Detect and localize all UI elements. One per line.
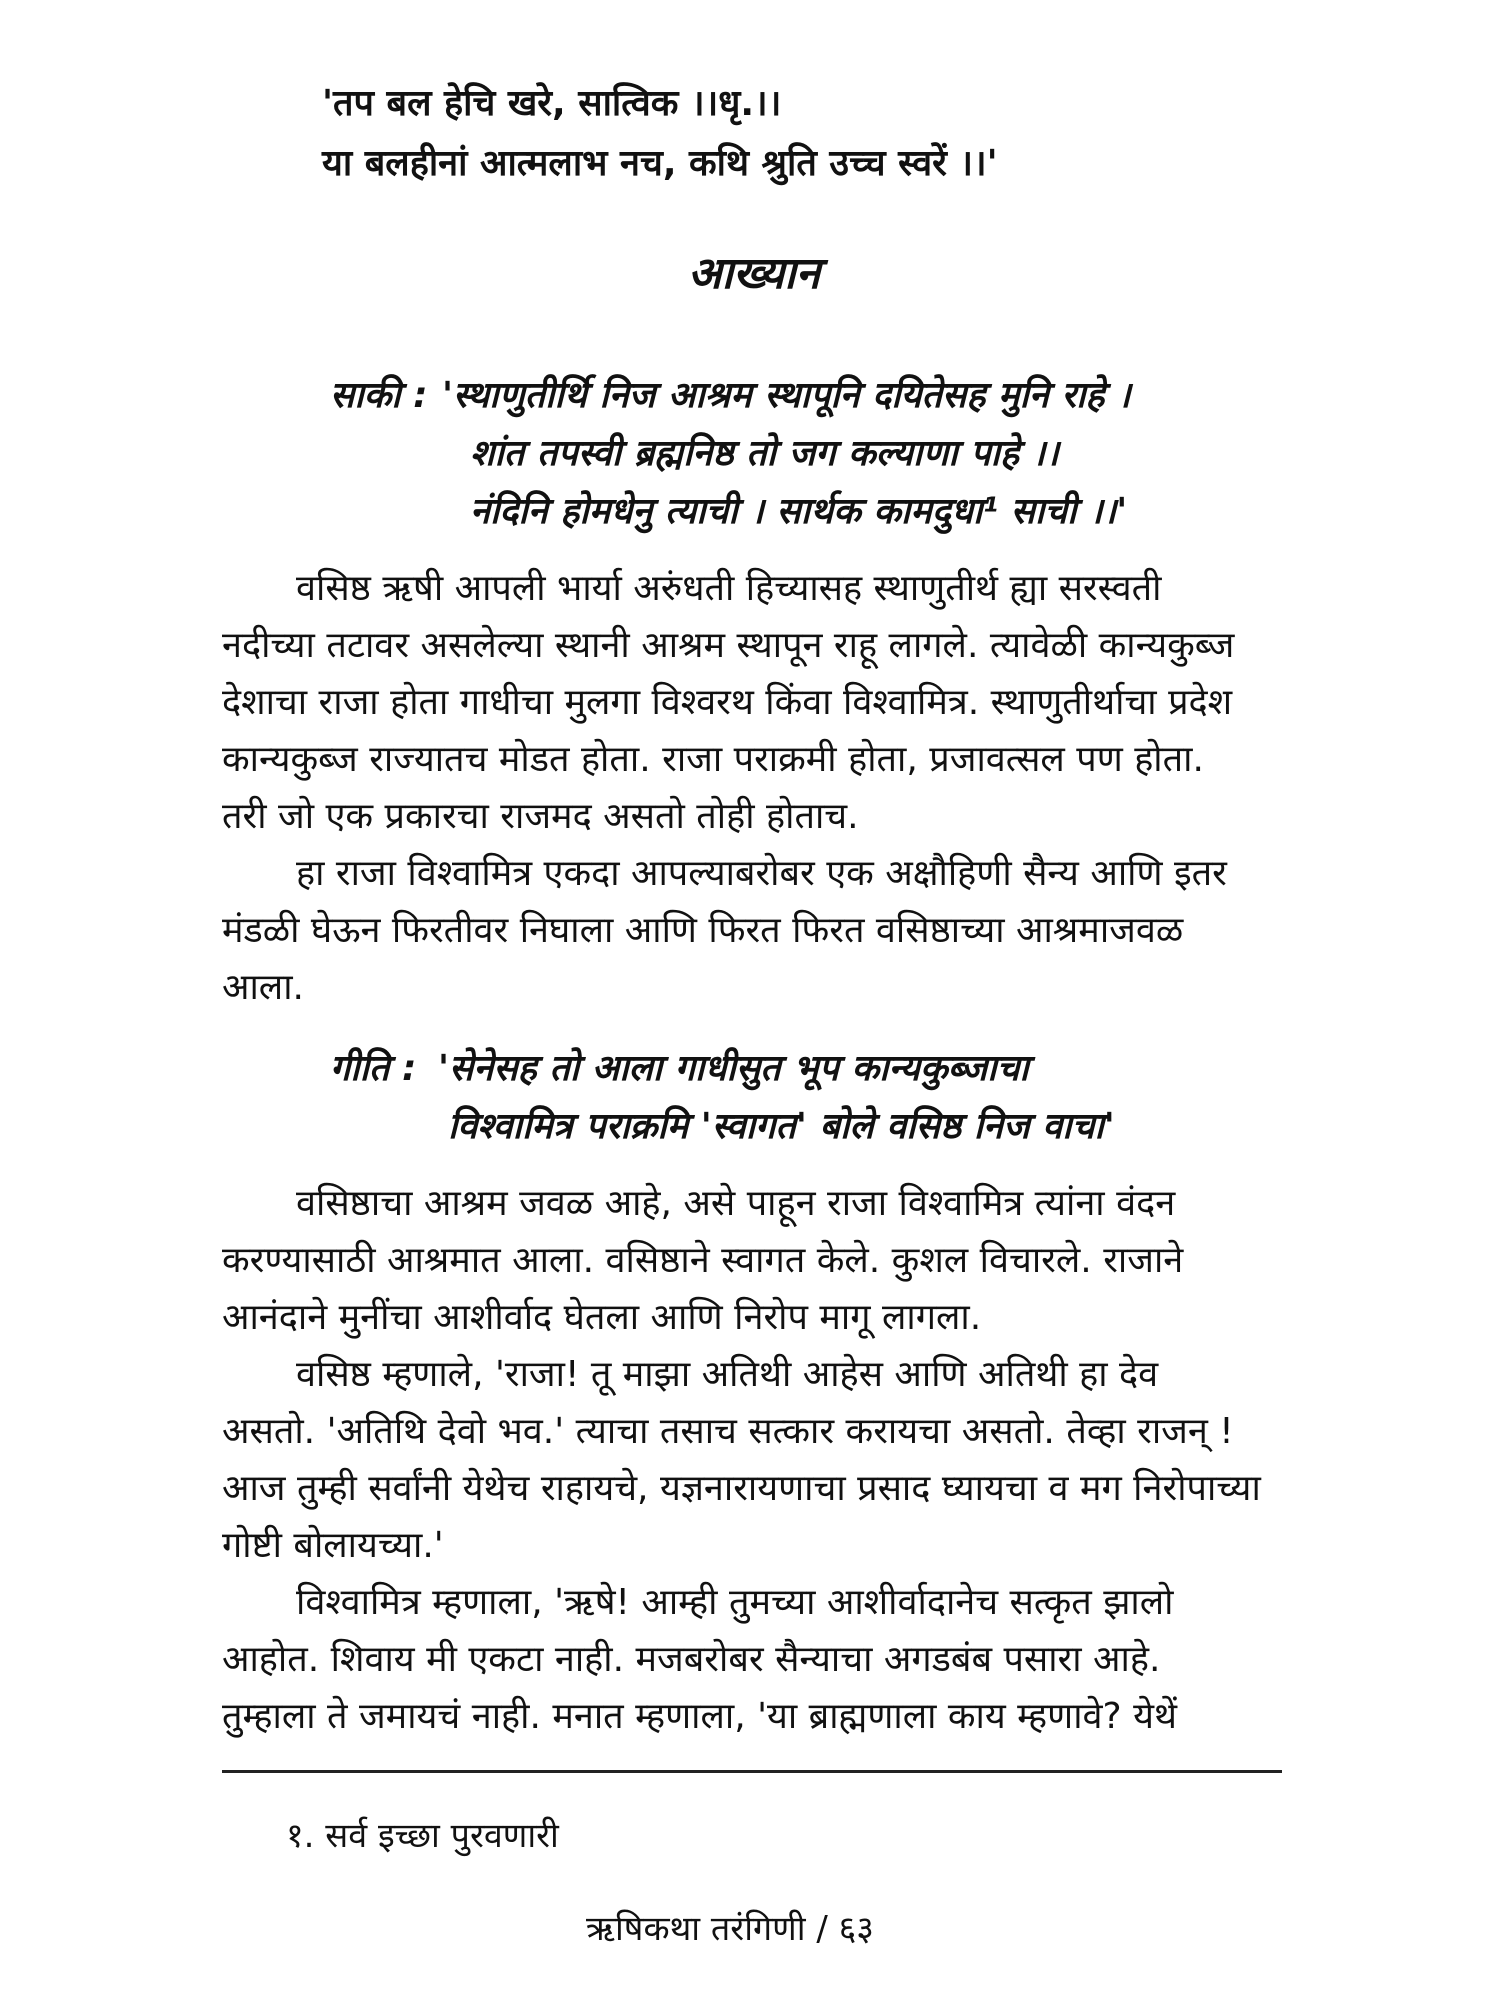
para1-line-4: कान्यकुब्ज राज्यातच मोडत होता. राजा पराक्रमी होता, प्रजावत्सल पण होता. (222, 739, 1204, 780)
verse-line-2: या बलहीनां आत्मलाभ नच, कथि श्रुति उच्च स्वरें ।।' (322, 143, 998, 184)
para4-line-2: असतो. 'अतिथि देवो भव.' त्याचा तसाच सत्कार करायचा असतो. तेव्हा राजन् ! (222, 1411, 1234, 1452)
para2-line-3: आला. (222, 967, 304, 1008)
para2-line-2: मंडळी घेऊन फिरतीवर निघाला आणि फिरत फिरत वसिष्ठाच्या आश्रमाजवळ (222, 910, 1184, 951)
giti-label: गीति : (330, 1048, 417, 1089)
para1-line-3: देशाचा राजा होता गाधीचा मुलगा विश्वरथ किंवा विश्वामित्र. स्थाणुतीर्थाचा प्रदेश (222, 682, 1233, 723)
saki-line-1: 'स्थाणुतीर्थि निज आश्रम स्थापूनि दयितेसह मुनि राहे । (442, 375, 1131, 416)
para5-line-2: आहोत. शिवाय मी एकटा नाही. मजबरोबर सैन्याचा अगडबंब पसारा आहे. (222, 1639, 1161, 1680)
section-heading: आख्यान (688, 248, 821, 299)
para3-line-3: आनंदाने मुनींचा आशीर्वाद घेतला आणि निरोप मागू लागला. (222, 1297, 982, 1338)
para3-line-2: करण्यासाठी आश्रमात आला. वसिष्ठाने स्वागत केले. कुशल विचारले. राजाने (222, 1240, 1184, 1281)
para2-line-1: हा राजा विश्वामित्र एकदा आपल्याबरोबर एक अक्षौहिणी सैन्य आणि इतर (296, 853, 1227, 894)
saki-line-3: नंदिनि होमधेनु त्याची । सार्थक कामदुधा¹ साची ।।' (470, 491, 1128, 532)
para3-line-1: वसिष्ठाचा आश्रम जवळ आहे, असे पाहून राजा विश्वामित्र त्यांना वंदन (296, 1183, 1176, 1224)
para1-line-1: वसिष्ठ ऋषी आपली भार्या अरुंधती हिच्यासह स्थाणुतीर्थ ह्या सरस्वती (296, 568, 1162, 609)
verse-line-1: 'तप बल हेचि खरे, सात्विक ।।धृ.।। (322, 83, 782, 124)
giti-line-2: विश्वामित्र पराक्रमि 'स्वागत' बोले वसिष्ठ निज वाचा' (448, 1106, 1115, 1147)
para4-line-4: गोष्टी बोलायच्या.' (222, 1525, 444, 1566)
saki-line-2: शांत तपस्वी ब्रह्मनिष्ठ तो जग कल्याणा पाहे ।। (470, 433, 1059, 474)
para1-line-2: नदीच्या तटावर असलेल्या स्थानी आश्रम स्थापून राहू लागले. त्यावेळी कान्यकुब्ज (222, 625, 1235, 666)
footnote-divider (222, 1770, 1282, 1773)
para5-line-3: तुम्हाला ते जमायचं नाही. मनात म्हणाला, 'या ब्राह्मणाला काय म्हणावे? येथें (222, 1696, 1177, 1737)
para4-line-1: वसिष्ठ म्हणाले, 'राजा! तू माझा अतिथी आहेस आणि अतिथी हा देव (296, 1354, 1159, 1395)
giti-line-1: 'सेनेसह तो आला गाधीसुत भूप कान्यकुब्जाचा (438, 1048, 1029, 1089)
para1-line-5: तरी जो एक प्रकारचा राजमद असतो तोही होताच. (222, 796, 859, 837)
saki-label: साकी : (330, 375, 428, 416)
footnote: १. सर्व इच्छा पुरवणारी (286, 1816, 559, 1856)
para4-line-3: आज तुम्ही सर्वांनी येथेच राहायचे, यज्ञनारायणाचा प्रसाद घ्यायचा व मग निरोपाच्या (222, 1468, 1261, 1509)
para5-line-1: विश्वामित्र म्हणाला, 'ऋषे! आम्ही तुमच्या आशीर्वादानेच सत्कृत झालो (296, 1582, 1174, 1623)
page-footer: ऋषिकथा तरंगिणी / ६३ (586, 1909, 874, 1949)
